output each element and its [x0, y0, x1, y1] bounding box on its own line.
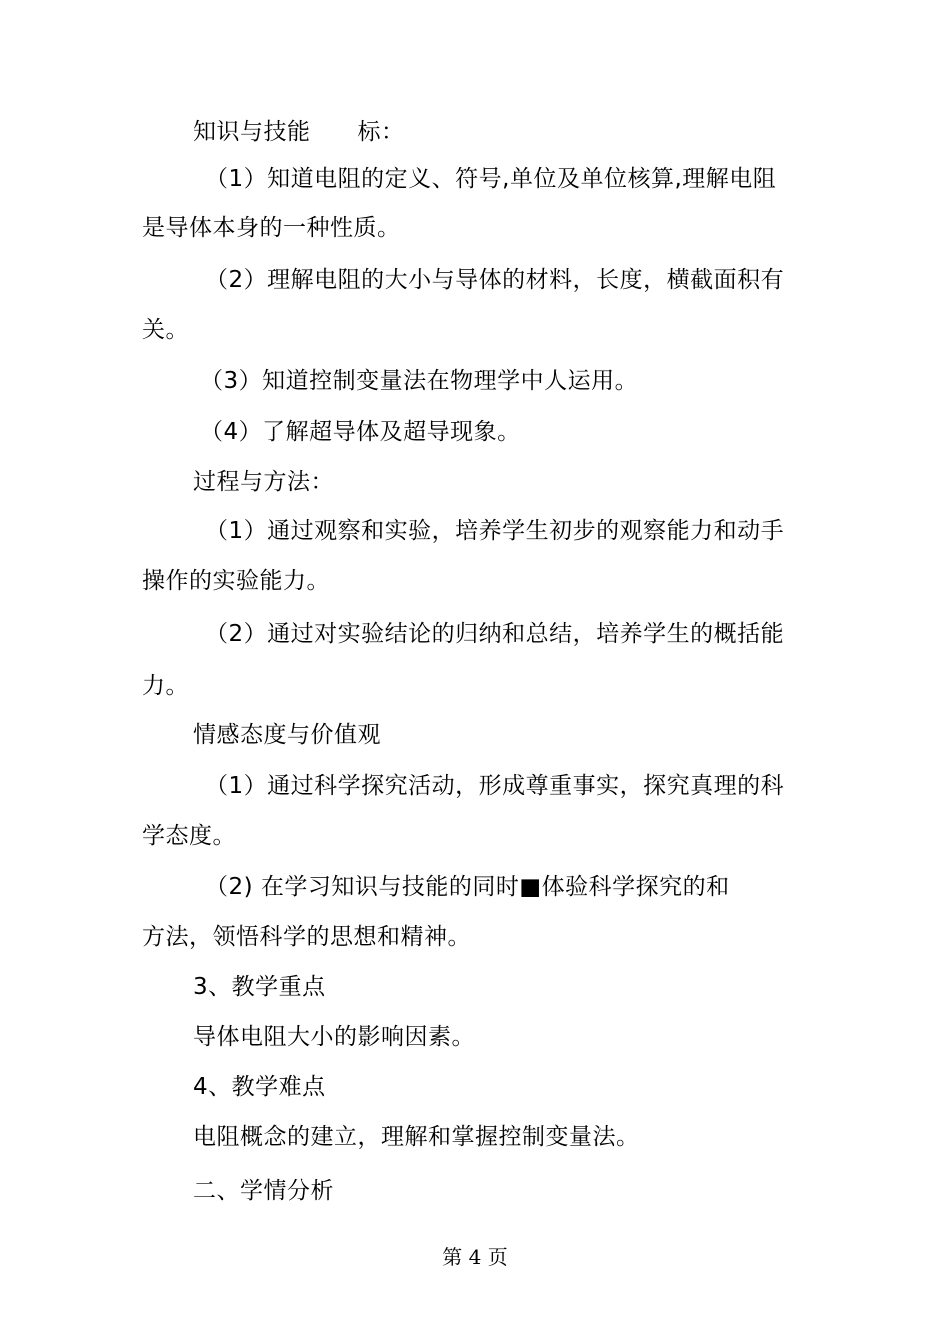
paragraph-line: 方法，领悟科学的思想和精神。 — [142, 924, 471, 950]
paragraph-line: 电阻概念的建立，理解和掌握控制变量法。 — [193, 1124, 640, 1150]
paragraph-line: （1）通过科学探究活动，形成尊重事实，探究真理的科 — [205, 773, 785, 799]
paragraph-line: （2）理解电阻的大小与导体的材料，长度，横截面积有 — [205, 267, 785, 293]
paragraph-line: （2）通过对实验结论的归纳和总结，培养学生的概括能 — [205, 621, 785, 647]
section-heading-student-analysis: 二、学情分析 — [193, 1178, 334, 1204]
paragraph-line: （4）了解超导体及超导现象。 — [200, 419, 521, 445]
section-heading-teaching-difficulty: 4、教学难点 — [193, 1074, 326, 1100]
paragraph-line: 操作的实验能力。 — [142, 568, 330, 594]
paragraph-line: 力。 — [142, 673, 189, 699]
paragraph-line: （2) 在学习知识与技能的同时■体验科学探究的和 — [205, 874, 730, 900]
paragraph-line: （3）知道控制变量法在物理学中人运用。 — [200, 368, 639, 394]
paragraph-line: （1）通过观察和实验，培养学生初步的观察能力和动手 — [205, 518, 785, 544]
paragraph-line: 导体电阻大小的影响因素。 — [193, 1024, 475, 1050]
section-heading-process-method: 过程与方法： — [193, 469, 334, 495]
page-number: 第 4 页 — [442, 1245, 508, 1269]
section-heading-teaching-focus: 3、教学重点 — [193, 974, 326, 1000]
paragraph-line: 关。 — [142, 317, 189, 343]
paragraph-line: 学态度。 — [142, 823, 236, 849]
paragraph-line: （1）知道电阻的定义、符号,单位及单位核算,理解电阻 — [205, 166, 777, 192]
section-heading-emotion-values: 情感态度与价值观 — [193, 722, 381, 748]
paragraph-line: 是导体本身的一种性质。 — [142, 215, 401, 241]
section-heading-knowledge-skills: 知识与技能 标： — [193, 119, 405, 145]
